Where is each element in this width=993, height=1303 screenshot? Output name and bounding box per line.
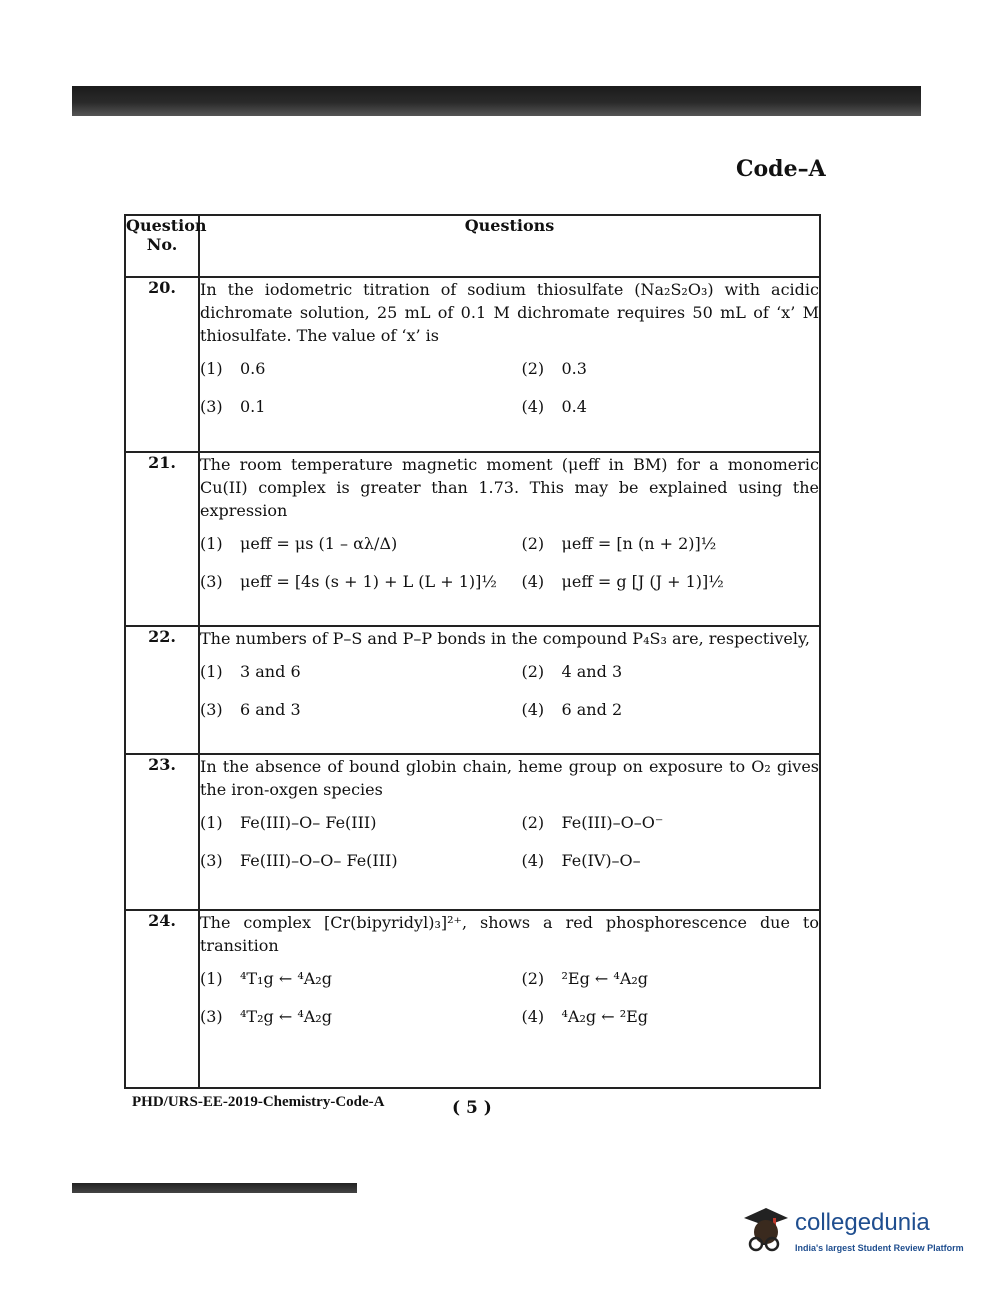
scan-border-top <box>72 86 921 116</box>
option-4: (4) ⁴A₂g ← ²Eg <box>521 1006 649 1026</box>
question-row <box>125 910 820 1088</box>
question-body <box>199 277 820 451</box>
question-text: In the absence of bound globin chain, heme group on exposure to O₂ gives the iron-oxgen species <box>200 757 819 800</box>
brand-name: collegedunia <box>795 1209 930 1236</box>
question-body <box>199 452 820 626</box>
question-text: The numbers of P–S and P–P bonds in the compound P₄S₃ are, respectively, <box>200 628 810 648</box>
option-2: (2) ²Eg ← ⁴A₂g <box>521 968 649 988</box>
question-number: 20. <box>125 277 199 451</box>
question-row <box>125 754 820 909</box>
option-1: (1) ⁴T₁g ← ⁴A₂g <box>200 968 332 988</box>
page-number: ( 5 ) <box>452 1098 492 1118</box>
options <box>200 813 819 870</box>
paper-code: Code–A <box>736 156 826 182</box>
question-text: The room temperature magnetic moment (μeff in BM) for a monomeric Cu(II) complex is greater than 1.73. This may be explained using the expression <box>200 454 819 520</box>
header-questions: Questions <box>199 215 820 277</box>
option-1: (1) 0.6 <box>200 359 266 379</box>
option-3: (3) ⁴T₂g ← ⁴A₂g <box>200 1006 332 1026</box>
question-row <box>125 452 820 626</box>
option-3: (3) Fe(III)–O–O– Fe(III) <box>200 851 398 871</box>
option-2: (2) μeff = [n (n + 2)]½ <box>521 533 717 553</box>
mascot-logo-icon <box>740 1204 792 1254</box>
question-number: 23. <box>125 754 199 909</box>
option-2: (2) 4 and 3 <box>521 661 623 681</box>
question-number: 21. <box>125 452 199 626</box>
option-4: (4) 0.4 <box>521 397 587 417</box>
options <box>200 359 819 416</box>
brand-tagline: India's largest Student Review Platform <box>795 1243 964 1253</box>
scan-border-bottom <box>72 1183 357 1193</box>
footer-paper-code: PHD/URS-EE-2019-Chemistry-Code-A <box>132 1094 385 1110</box>
option-4: (4) 6 and 2 <box>521 699 623 719</box>
option-3: (3) 6 and 3 <box>200 699 301 719</box>
option-4: (4) Fe(IV)–O– <box>521 851 641 871</box>
option-3: (3) μeff = [4s (s + 1) + L (L + 1)]½ <box>200 571 497 591</box>
option-2: (2) Fe(III)–O–O⁻ <box>521 813 664 833</box>
question-text: In the iodometric titration of sodium thiosulfate (Na₂S₂O₃) with acidic dichromate solution, 25 mL of 0.1 M dichromate requires 50 mL of ‘x’ M thiosulfate. The value of ‘x’ is <box>200 280 819 346</box>
options <box>200 969 819 1026</box>
question-body <box>199 626 820 754</box>
option-4: (4) μeff = g [J (J + 1)]½ <box>521 571 724 591</box>
question-text: The complex [Cr(bipyridyl)₃]²⁺, shows a red phosphorescence due to transition <box>200 912 819 955</box>
option-3: (3) 0.1 <box>200 397 266 417</box>
options <box>200 662 819 719</box>
option-1: (1) 3 and 6 <box>200 661 301 681</box>
question-body <box>199 754 820 909</box>
option-2: (2) 0.3 <box>521 359 587 379</box>
question-number: 22. <box>125 626 199 754</box>
question-number: 24. <box>125 910 199 1088</box>
header-question-no: Question No. <box>125 215 199 277</box>
question-row <box>125 626 820 754</box>
questions-table <box>124 214 821 1089</box>
options <box>200 534 819 591</box>
question-body <box>199 910 820 1088</box>
option-1: (1) Fe(III)–O– Fe(III) <box>200 813 377 833</box>
option-1: (1) μeff = μs (1 – αλ/Δ) <box>200 533 398 553</box>
question-row <box>125 277 820 451</box>
